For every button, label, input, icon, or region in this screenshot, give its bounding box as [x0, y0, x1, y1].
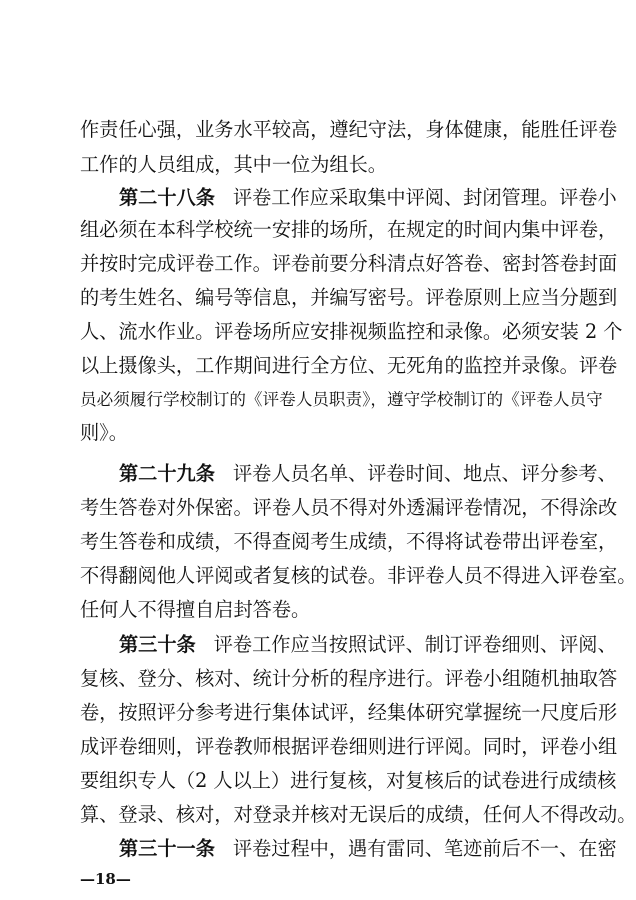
text-line: 并按时完成评卷工作。评卷前要分科清点好答卷、密封答卷封面: [80, 252, 618, 275]
text-line: 则》。: [80, 421, 128, 444]
text-segment: 评卷工作应采取集中评阅、封闭管理。评卷小: [232, 186, 617, 209]
text-line: 以上摄像头，工作期间进行全方位、无死角的监控并录像。评卷: [80, 354, 618, 377]
text-line: 员必须履行学校制订的《评卷人员职责》，遵守学校制订的《评卷人员守: [80, 390, 603, 409]
text-line: 不得翻阅他人评阅或者复核的试卷。非评卷人员不得进入评卷室。: [80, 564, 636, 587]
text-line: 作责任心强，业务水平较高，遵纪守法，身体健康，能胜任评卷: [80, 118, 618, 141]
text-line: 考生答卷和成绩，不得查阅考生成绩，不得将试卷带出评卷室，: [80, 530, 618, 553]
text-line: 组必须在本科学校统一安排的场所，在规定的时间内集中评卷，: [80, 218, 618, 241]
text-segment: 评卷过程中，遇有雷同、笔迹前后不一、在密: [232, 837, 617, 860]
text-line: 任何人不得擅自启封答卷。: [80, 598, 311, 621]
text-line: 要组织专人（2 人以上）进行复核，对复核后的试卷进行成绩核: [80, 769, 617, 792]
text-line: 工作的人员组成，其中一位为组长。: [80, 153, 387, 176]
text-line: 复核、登分、核对、统计分析的程序进行。评卷小组随机抽取答: [80, 667, 618, 690]
text-line: 人、流水作业。评卷场所应安排视频监控和录像。必须安装 2 个: [80, 320, 623, 343]
article-30-first-line: [119, 631, 617, 658]
text-segment: 评卷人员名单、评卷时间、地点、评分参考、: [232, 462, 617, 485]
article-31-first-line: [119, 835, 617, 862]
text-line: 卷，按照评分参考进行集体试评，经集体研究掌握统一尺度后形: [80, 701, 618, 724]
page-number: —18—: [80, 870, 131, 888]
article-28-title: 第二十八条: [119, 186, 215, 209]
article-30-title: 第三十条: [119, 633, 196, 656]
text-line: 算、登录、核对，对登录并核对无误后的成绩，任何人不得改动。: [80, 803, 636, 826]
text-line: 考生答卷对外保密。评卷人员不得对外透漏评卷情况，不得涂改: [80, 496, 618, 519]
article-31-title: 第三十一条: [119, 837, 215, 860]
text-line: 成评卷细则，评卷教师根据评卷细则进行评阅。同时，评卷小组: [80, 735, 618, 758]
article-29-first-line: [119, 460, 617, 487]
text-segment: 评卷工作应当按照试评、制订评卷细则、评阅、: [213, 633, 617, 656]
text-line: 的考生姓名、编号等信息，并编写密号。评卷原则上应当分题到: [80, 286, 618, 309]
article-28-first-line: [119, 184, 617, 211]
article-29-title: 第二十九条: [119, 462, 215, 485]
